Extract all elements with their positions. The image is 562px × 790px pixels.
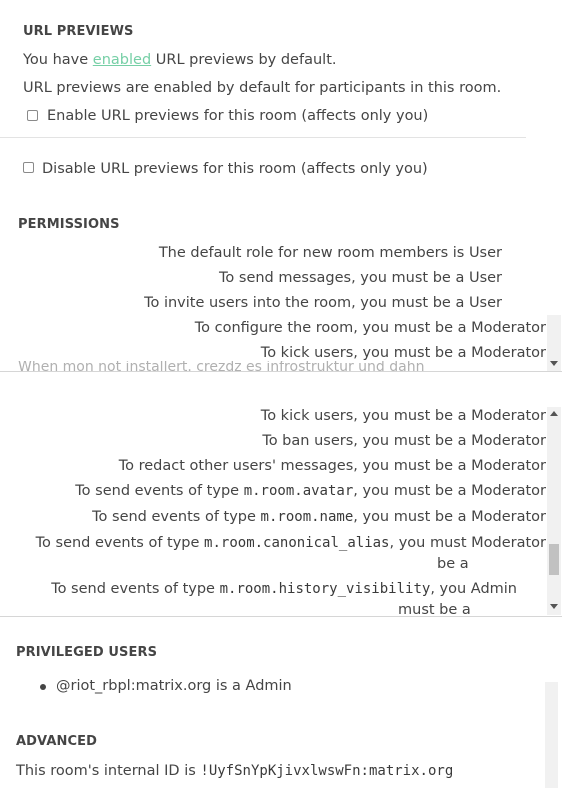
event-type-code: m.room.avatar [243,483,354,499]
permissions-heading: PERMISSIONS [18,217,120,232]
event-suffix: , you must be a Moderator [353,483,546,499]
disable-url-previews-checkbox[interactable] [23,162,34,173]
disable-url-previews-label[interactable]: Disable URL previews for this room (affects only you) [42,161,428,177]
page-scrollbar[interactable] [545,682,558,788]
enable-url-previews-checkbox[interactable] [27,110,38,121]
internal-id-value: !UyfSnYpKjivxlwswFn:matrix.org [200,763,454,779]
you-have-prefix: You have [23,52,89,68]
event-type-code: m.room.canonical_alias [204,535,390,551]
privileged-users-heading: PRIVILEGED USERS [16,645,158,660]
url-previews-default-text [23,52,337,68]
event-prefix: To send events of type [92,509,256,525]
enabled-link[interactable]: enabled [92,52,152,68]
url-previews-heading: URL PREVIEWS [23,24,134,39]
permission-send-messages: To send messages, you must be a User [219,270,502,286]
permission-default-role: The default role for new room members is User [158,245,502,261]
event-type-code: m.room.history_visibility [219,581,431,597]
permission-configure-room: To configure the room, you must be a Moderator [194,320,546,336]
event-prefix: To send events of type [51,581,215,597]
permission-canonical-alias [36,535,546,551]
permission-invite-users: To invite users into the room, you must be a User [144,295,502,311]
event-suffix: , you Admin [430,581,517,597]
event-suffix: , you must be a Moderator [353,509,546,525]
scroll-down-arrow-icon[interactable] [550,361,558,366]
permission-history-visibility [51,581,517,597]
privileged-user-item: @riot_rbpl:matrix.org is a Admin [56,678,292,694]
room-url-previews-text: URL previews are enabled by default for participants in this room. [23,80,502,96]
scroll-down-arrow-icon[interactable] [550,604,558,609]
bullet-icon [40,684,46,690]
permission-room-avatar [75,483,546,499]
internal-id-label: This room's internal ID is [16,763,196,779]
scrollbar-thumb[interactable] [549,544,559,575]
permission-kick-users-2: To kick users, you must be a Moderator [260,408,546,424]
ghost-text: When mon not installert. crezdz es infrostruktur und dahn [18,361,425,373]
permissions-scrollbar[interactable] [547,407,561,615]
enable-url-previews-label[interactable]: Enable URL previews for this room (affects only you) [47,108,429,124]
permission-history-wrap: must be a [398,602,471,615]
panel-divider [0,616,562,617]
scroll-up-arrow-icon[interactable] [550,411,558,416]
advanced-heading: ADVANCED [16,734,97,749]
permissions-scrollbar-top[interactable] [547,315,561,371]
event-prefix: To send events of type [35,535,200,551]
event-suffix: , you must Moderator [389,535,546,551]
event-prefix: To send events of type [75,483,240,499]
permission-redact-messages: To redact other users' messages, you must be a Moderator [118,458,546,474]
permission-kick-users: To kick users, you must be a Moderator [260,345,546,361]
internal-id-row [16,763,453,779]
permission-room-name [92,509,546,525]
event-type-code: m.room.name [260,509,354,525]
permission-ban-users: To ban users, you must be a Moderator [262,433,546,449]
divider [0,137,526,138]
permission-canonical-alias-wrap: be a [437,556,469,572]
you-have-suffix: URL previews by default. [155,52,337,68]
